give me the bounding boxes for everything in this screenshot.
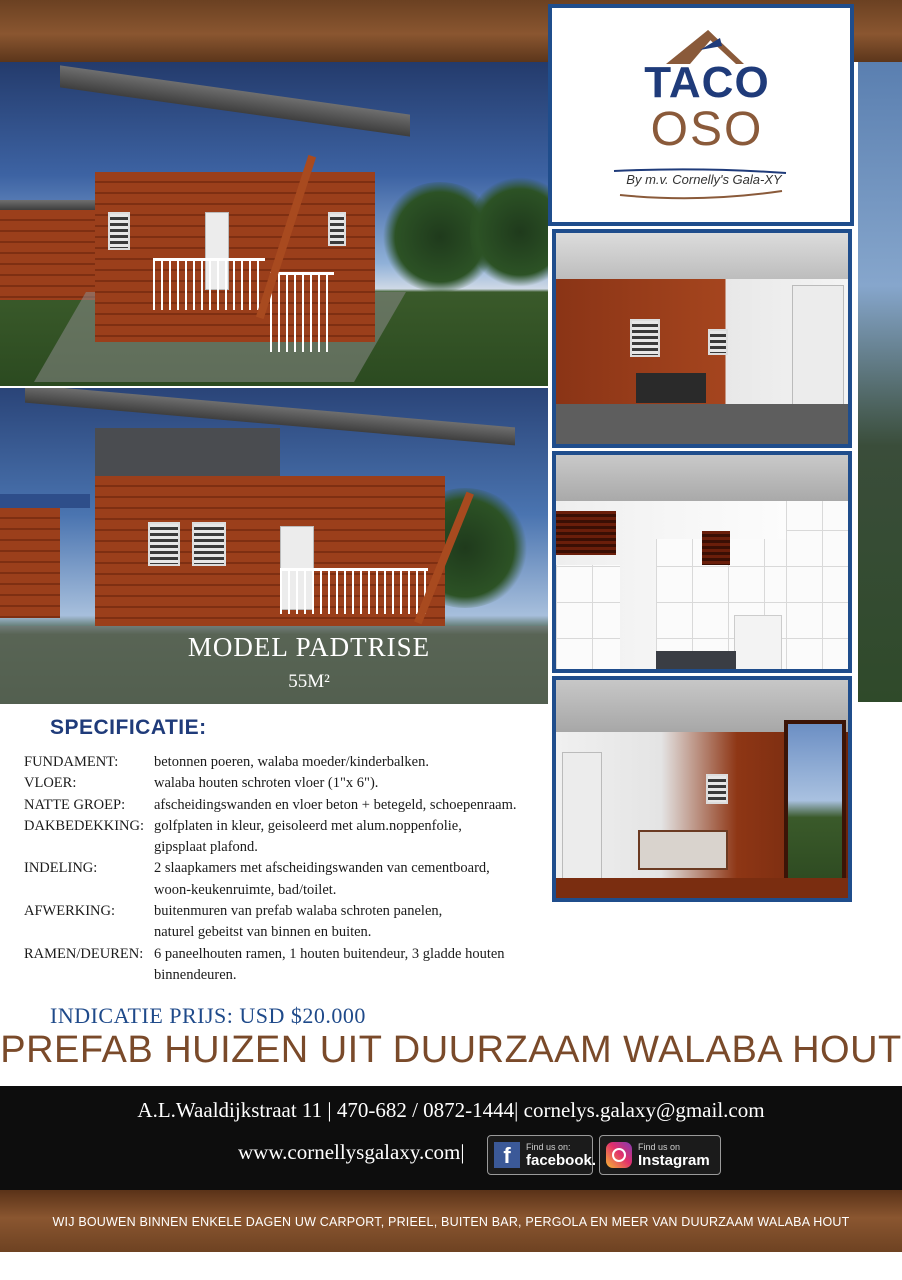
exterior-render-perspective: [0, 62, 548, 386]
ceiling: [556, 455, 848, 501]
window: [708, 329, 728, 355]
door: [562, 752, 602, 898]
floor: [556, 404, 848, 444]
porch-railing: [280, 568, 428, 614]
spec-table: [24, 752, 552, 986]
spec-value: walaba houten schroten vloer (1"x 6").: [154, 775, 379, 792]
logo-text-taco: TACO: [644, 58, 770, 107]
facebook-icon: f: [494, 1142, 520, 1168]
website-link[interactable]: www.cornellysgalaxy.com|: [238, 1140, 465, 1164]
footer-slogan: WIJ BOUWEN BINNEN ENKELE DAGEN UW CARPORT, PRIEEL, BUITEN BAR, PERGOLA EN MEER VAN DUURZAAM WALABA HOUT: [52, 1215, 850, 1229]
house-roof: [60, 65, 410, 136]
stair-railing: [270, 272, 334, 352]
interior-photo-living: [552, 229, 852, 448]
couch: [636, 373, 706, 403]
spec-rows: [24, 752, 552, 986]
side-background-strip: [858, 62, 902, 702]
footer-bottom-margin: [0, 1252, 902, 1280]
spec-label: RAMEN/DEUREN:: [24, 945, 144, 962]
tiled-wall: [556, 565, 620, 673]
window-view: [784, 720, 846, 898]
neighbour-house-wall: [0, 508, 60, 618]
spec-value: buitenmuren van prefab walaba schroten panelen, naturel gebeitst van binnen en buiten.: [154, 903, 443, 941]
instagram-big-label: Instagram: [638, 1152, 710, 1169]
floor: [656, 651, 736, 673]
window: [630, 319, 660, 357]
washing-machine: [734, 615, 782, 671]
logo-byline: By m.v. Cornelly's Gala-XY: [626, 172, 782, 187]
floor: [556, 878, 848, 898]
spec-label: FUNDAMENT:: [24, 754, 119, 770]
tagline: PREFAB HUIZEN UIT DUURZAAM WALABA HOUT: [0, 1029, 902, 1071]
window: [148, 522, 180, 566]
spec-value: 2 slaapkamers met afscheidingswanden van cementboard, woon-keukenruimte, bad/toilet.: [154, 860, 490, 898]
bed: [638, 830, 728, 870]
neighbour-house-wall: [0, 210, 95, 300]
spec-row: [24, 858, 552, 901]
facebook-big-label: facebook.: [526, 1152, 597, 1169]
spec-label: DAKBEDEKKING:: [24, 817, 145, 834]
interior-photo-bathroom: [552, 451, 852, 673]
spec-value: golfplaten in kleur, geisoleerd met alum.noppenfolie, gipsplaat plafond.: [154, 817, 462, 856]
instagram-icon: [606, 1142, 632, 1168]
interior-photo-bedroom: [552, 676, 852, 902]
spec-label: AFWERKING:: [24, 903, 116, 920]
window: [108, 212, 130, 250]
instagram-small-label: Find us on: [638, 1142, 681, 1152]
neighbour-house-roof: [0, 200, 100, 210]
spec-row: [24, 816, 552, 859]
house-dark-fascia: [95, 428, 280, 476]
logo-text-oso: OSO: [650, 103, 764, 156]
spec-label: VLOER:: [24, 775, 77, 792]
spec-value: afscheidingswanden en vloer beton + betegeld, schoepenraam.: [154, 796, 517, 813]
contact-line: A.L.Waaldijkstraat 11 | 470-682 / 0872-1444| cornelys.galaxy@gmail.com: [137, 1098, 765, 1122]
facebook-button[interactable]: [487, 1135, 597, 1175]
neighbour-house-roof: [0, 494, 90, 508]
spec-value: betonnen poeren, walaba moeder/kinderbalken.: [154, 754, 429, 770]
window: [328, 212, 346, 246]
spec-value: 6 paneelhouten ramen, 1 houten buitendeur, 3 gladde houten binnendeuren.: [154, 945, 505, 983]
price-indication: INDICATIE PRIJS: USD $20.000: [50, 1003, 366, 1028]
spec-heading: SPECIFICATIE:: [50, 716, 207, 739]
facebook-small-label: Find us on:: [526, 1142, 571, 1152]
louvre-window: [702, 531, 730, 565]
spec-row: [24, 901, 552, 944]
model-title: MODEL PADTRISE: [187, 632, 431, 662]
spec-label: INDELING:: [24, 860, 98, 877]
spec-row: [24, 944, 552, 987]
window: [706, 774, 728, 804]
spec-row: [24, 773, 552, 794]
tiled-wall: [786, 501, 852, 673]
spec-label: NATTE GROEP:: [24, 796, 126, 813]
model-size: 55M²: [288, 671, 330, 692]
spec-row: [24, 795, 552, 816]
instagram-button[interactable]: [599, 1135, 721, 1175]
spec-row: [24, 752, 552, 773]
louvre-window: [556, 511, 616, 555]
ceiling: [556, 233, 848, 279]
porch-railing: [153, 258, 265, 310]
window: [192, 522, 226, 566]
